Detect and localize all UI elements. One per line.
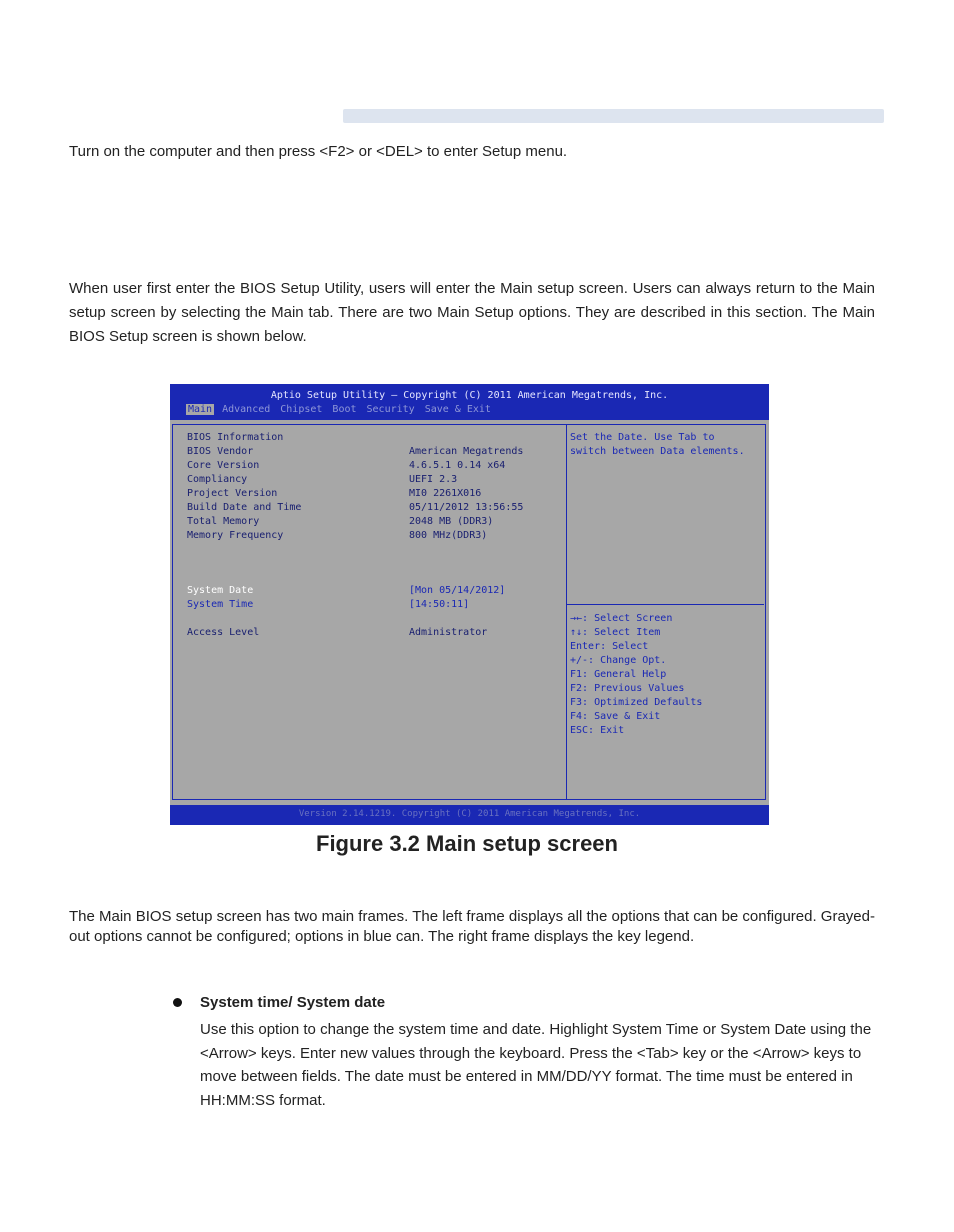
bios-tab-advanced[interactable]: Advanced — [222, 404, 271, 415]
total-memory-value: 2048 MB (DDR3) — [409, 516, 494, 527]
memory-frequency-value: 800 MHz(DDR3) — [409, 530, 488, 541]
system-time-value[interactable]: [14:50:11] — [409, 599, 470, 610]
legend-change-opt: +/-: Change Opt. — [570, 655, 667, 666]
bios-right-frame — [566, 424, 766, 800]
total-memory-label: Total Memory — [187, 516, 260, 527]
system-date-value[interactable]: [Mon 05/14/2012] — [409, 585, 506, 596]
bios-footer: Version 2.14.1219. Copyright (C) 2011 American Megatrends, Inc. — [298, 809, 641, 819]
help-line-2: switch between Data elements. — [570, 446, 745, 457]
build-date-value: 05/11/2012 13:56:55 — [409, 502, 524, 513]
bios-tab-bar — [186, 404, 493, 415]
project-version-label: Project Version — [187, 488, 278, 499]
system-time-label[interactable]: System Time — [187, 599, 254, 610]
bios-title: Aptio Setup Utility – Copyright (C) 2011 American Megatrends, Inc. — [270, 390, 669, 401]
help-line-1: Set the Date. Use Tab to — [570, 432, 715, 443]
legend-enter-select: Enter: Select — [570, 641, 649, 652]
bios-vendor-label: BIOS Vendor — [187, 446, 254, 457]
build-date-label: Build Date and Time — [187, 502, 302, 513]
bios-tab-main[interactable]: Main — [188, 404, 213, 415]
bios-tab-chipset[interactable]: Chipset — [280, 404, 323, 415]
legend-optimized-defaults: F3: Optimized Defaults — [570, 697, 703, 708]
bios-bottom-bar — [170, 805, 769, 825]
access-level-value: Administrator — [409, 627, 488, 638]
compliancy-value: UEFI 2.3 — [409, 474, 458, 485]
legend-select-screen: →←: Select Screen — [570, 613, 673, 624]
bios-info-header: BIOS Information — [187, 432, 284, 443]
bios-right-divider — [566, 604, 764, 605]
legend-save-exit: F4: Save & Exit — [570, 711, 661, 722]
legend-esc-exit: ESC: Exit — [570, 725, 625, 736]
section-header-bar — [343, 109, 884, 123]
frames-paragraph: The Main BIOS setup screen has two main frames. The left frame displays all the options that can be configured. Grayed-out options cannot be configured; options in blue can. The right frame displays the key legend. — [69, 908, 875, 945]
figure-caption: Figure 3.2 Main setup screen — [316, 831, 618, 856]
memory-frequency-label: Memory Frequency — [187, 530, 284, 541]
bullet-dot — [173, 998, 182, 1007]
bullet-body: Use this option to change the system time and date. Highlight System Time or System Date using the <Arrow> keys. Enter new values through the keyboard. Press the <Tab> key or the <Arrow> keys to move between fields. The date must be entered in MM/DD/YY format. The time must be entered in HH:MM:SS format. — [200, 1021, 872, 1109]
system-date-label[interactable]: System Date — [187, 585, 254, 596]
bios-tab-boot[interactable]: Boot — [332, 404, 357, 415]
bios-tab-security[interactable]: Security — [366, 404, 415, 415]
legend-previous-values: F2: Previous Values — [570, 683, 685, 694]
bullet-title: System time/ System date — [200, 994, 386, 1011]
bios-screenshot — [170, 384, 769, 825]
core-version-value: 4.6.5.1 0.14 x64 — [409, 460, 506, 471]
compliancy-label: Compliancy — [187, 474, 248, 485]
bios-vendor-value: American Megatrends — [409, 446, 524, 457]
core-version-label: Core Version — [187, 460, 260, 471]
main-setup-paragraph: When user first enter the BIOS Setup Utility, users will enter the Main setup screen. Users can always return to the Main setup screen by selecting the Main tab. There are two Main Setup options. They are described in this section. The Main BIOS Setup screen is shown below. — [69, 280, 875, 345]
legend-select-item: ↑↓: Select Item — [570, 627, 661, 638]
project-version-value: MI0 2261X016 — [409, 488, 482, 499]
legend-general-help: F1: General Help — [570, 669, 667, 680]
intro-paragraph: Turn on the computer and then press <F2> or <DEL> to enter Setup menu. — [69, 143, 568, 160]
bios-tab-save-exit[interactable]: Save & Exit — [424, 404, 491, 415]
access-level-label: Access Level — [187, 627, 260, 638]
bios-top-bar — [170, 384, 769, 420]
